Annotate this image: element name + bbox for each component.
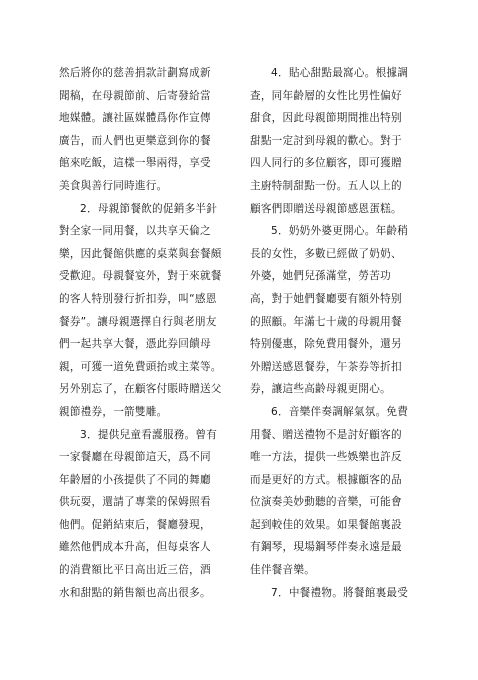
text-line: 長的女性，多數已經做了奶奶、 [250, 247, 402, 260]
text-line: 位演奏美妙動聽的音樂，可能會 [250, 496, 402, 509]
text-line: 然后將你的慈善捐款計劃寫成新 [59, 67, 211, 79]
text-line: 4．貼心甜點最窩心。根據調 [271, 67, 409, 79]
text-line: 唯一方法，提供一些娛樂也許反 [250, 451, 402, 464]
text-line: 3．提供兒童看護服務。曾有 [80, 428, 218, 441]
text-line: 甜食，因此母親節期間推出特别 [250, 112, 402, 125]
text-line: 他們。促銷結束后，餐廳發現， [59, 518, 211, 531]
text-line: 外贈送感恩餐券，午茶券等折扣 [250, 360, 402, 373]
text-line: 水和甜點的銷售額也高出很多。 [59, 586, 211, 599]
text-line: 7．中餐禮物。將餐館裏最受 [271, 586, 409, 599]
text-line: 餐券”。讓母親選擇自行與老朋友 [59, 315, 217, 328]
text-line: 對全家一同用餐，以共享天倫之 [59, 225, 211, 238]
text-line: 供玩耍，還請了專業的保姆照看 [59, 496, 211, 509]
text-line: 外婆，她們兒孫滿堂，勞苦功 [250, 270, 391, 283]
text-line: 用餐、贈送禮物不是討好顧客的 [250, 428, 402, 441]
text-line: 券，讓這些高齡母親更開心。 [250, 383, 391, 396]
text-line: 樂，因此餐館供應的桌菜與套餐頗 [59, 247, 222, 260]
text-line: 高，對于她們餐廳要有額外特别 [250, 292, 402, 305]
text-line: 的照顧。年滿七十歲的母親用餐 [250, 315, 402, 328]
text-line: 館來吃飯，這樣一舉兩得，享受 [59, 157, 211, 170]
text-line: 親，可獲一道免費頭抬或主菜等。 [59, 360, 222, 373]
text-line: 佳伴餐音樂。 [250, 564, 316, 577]
right-text-column [250, 62, 428, 604]
left-text-column [59, 62, 237, 604]
text-line: 查，同年齡層的女性比男性偏好 [250, 89, 402, 102]
text-line: 年齡層的小孩提供了不同的舞廳 [59, 473, 211, 486]
text-line: 地媒體。讓社區媒體爲你作宣傳 [59, 112, 211, 125]
text-line: 美食與善行同時進行。 [59, 179, 168, 192]
text-line: 6．音樂伴奏調解氣氛。免費 [271, 405, 409, 418]
text-line: 有鋼琴，現場鋼琴伴奏永遠是最 [250, 541, 402, 554]
text-line: 一家餐廳在母親節這天，爲不同 [59, 451, 211, 464]
text-line: 特别優惠，除免費用餐外，還另 [250, 338, 402, 351]
text-line: 甜點一定討到母親的歡心。對于 [250, 134, 402, 147]
text-line: 們一起共享大餐，憑此券回饋母 [59, 338, 211, 351]
text-line: 2．母親節餐飲的促銷多半針 [80, 202, 218, 215]
text-line: 親節禮券，一箭雙雕。 [59, 405, 168, 418]
text-line: 起到較佳的效果。如果餐館裏設 [250, 518, 402, 531]
text-line: 顧客們即贈送母親節感恩蛋糕。 [250, 202, 402, 215]
text-line: 廣告，而人們也更樂意到你的餐 [59, 134, 211, 147]
text-line: 另外别忘了，在顧客付賬時贈送父 [59, 383, 222, 396]
text-line: 受歡迎。母親餐宴外，對于來就餐 [59, 270, 222, 283]
text-line: 主廚特制甜點一份。五人以上的 [250, 179, 402, 192]
text-line: 雖然他們成本升高，但每桌客人 [59, 541, 211, 554]
text-line: 而是更好的方式。根據顧客的品 [250, 473, 402, 486]
text-line: 的消費額比平日高出近三倍，酒 [59, 564, 211, 577]
text-line: 5．奶奶外婆更開心。年齡稍 [271, 225, 409, 238]
text-line: 四人同行的多位顧客，即可獲贈 [250, 157, 402, 170]
text-line: 的客人特別發行折扣券，叫“感恩 [59, 292, 217, 305]
text-line: 聞稿，在母親節前、后寄發給當 [59, 89, 211, 102]
